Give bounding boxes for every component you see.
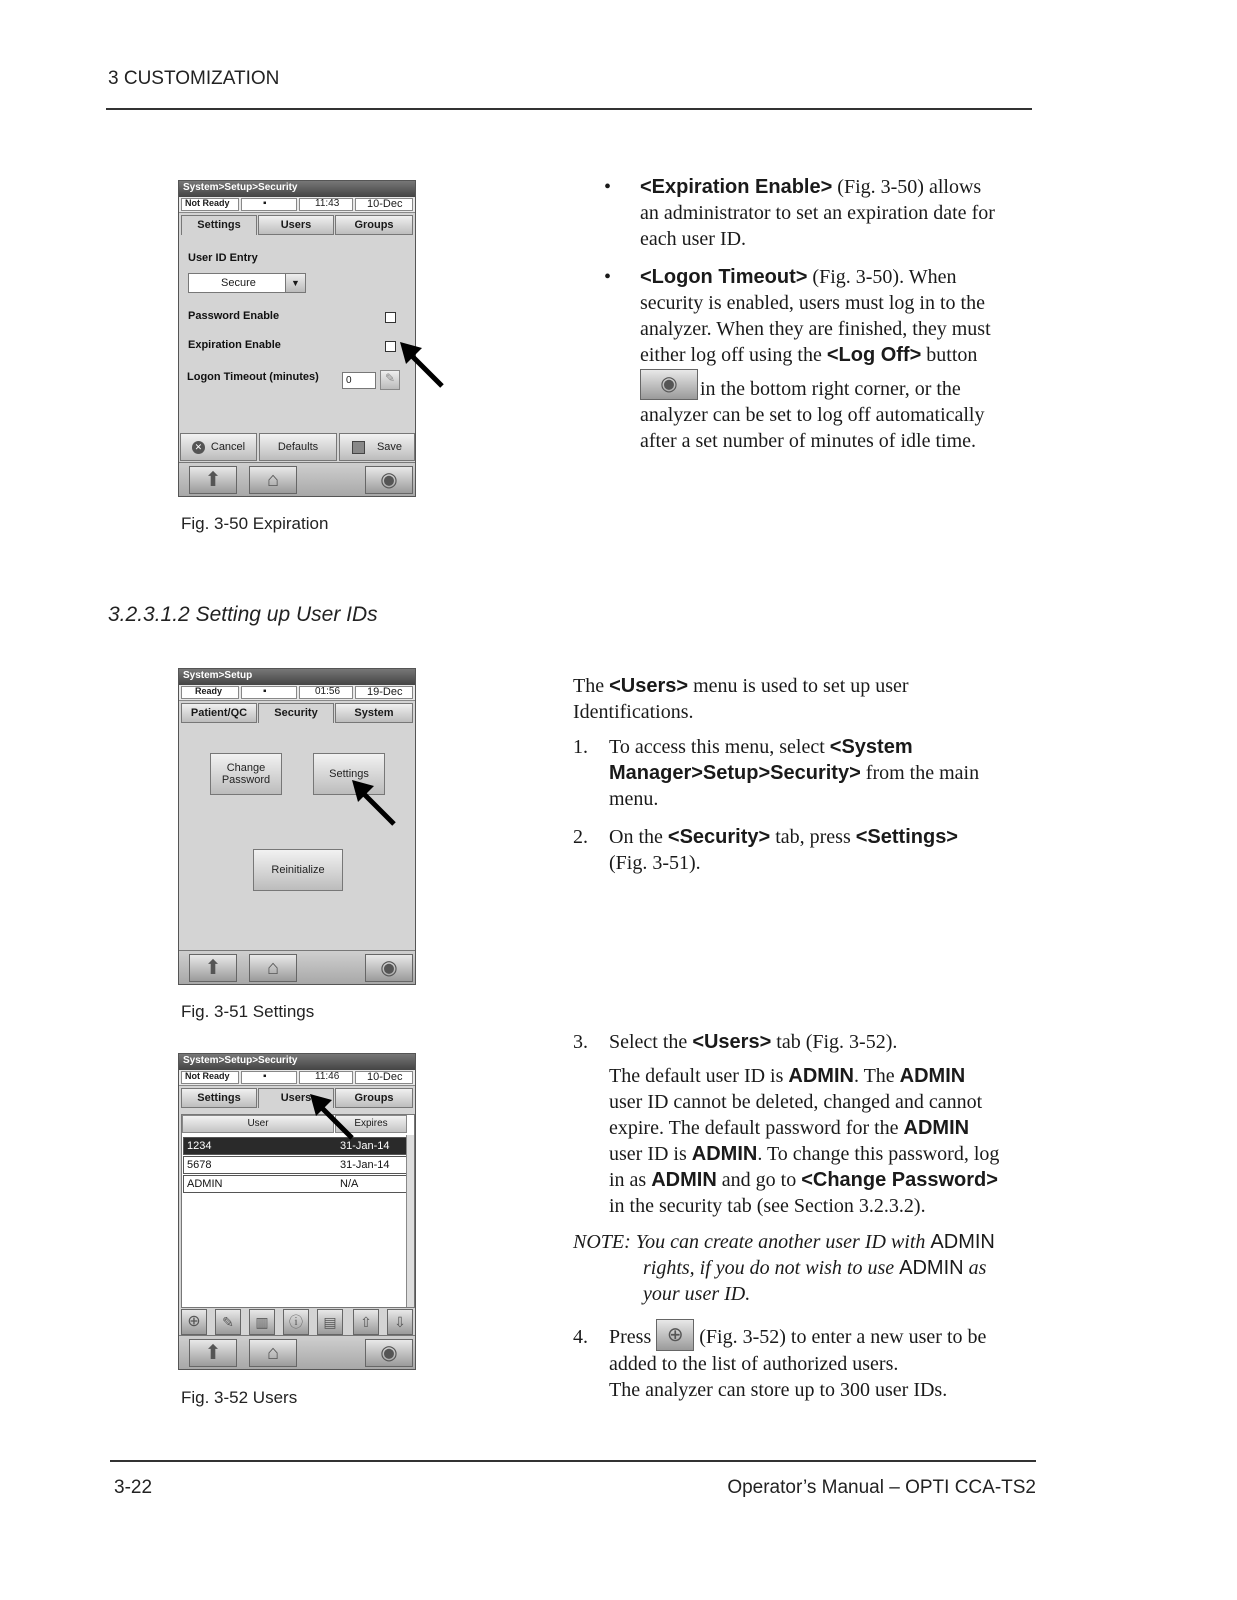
step-number: 1. <box>573 736 588 758</box>
printer-icon: ▪ <box>263 686 267 697</box>
footer-rule <box>110 1460 1036 1462</box>
home-icon[interactable]: ⌂ <box>249 954 297 982</box>
back-arrow-up-icon[interactable]: ⬆ <box>189 466 237 494</box>
tab-settings[interactable]: Settings <box>181 1088 257 1108</box>
note-cont: rights, if you do not wish to use ADMIN as your user ID. <box>643 1257 987 1305</box>
printer-icon: ▪ <box>263 1071 267 1082</box>
tab-bar <box>179 1086 415 1108</box>
page-number: 3-22 <box>114 1477 153 1498</box>
reinitialize-button[interactable]: Reinitialize <box>253 849 343 891</box>
fig-3-50-screen <box>178 180 416 497</box>
table-row[interactable]: ADMIN N/A <box>183 1175 407 1193</box>
column-header-user[interactable]: User <box>182 1115 334 1133</box>
printer-icon: ▪ <box>263 198 267 209</box>
note: NOTE: You can create another user ID with ADMIN <box>573 1231 995 1253</box>
header-rule <box>106 108 1032 110</box>
status-text: Not Ready <box>185 198 230 208</box>
clock-date: 10-Dec <box>367 198 403 210</box>
clock-date: 10-Dec <box>367 1071 403 1083</box>
fig-3-50-caption: Fig. 3-50 Expiration <box>181 514 329 533</box>
bullet-logon-timeout-cont: in the bottom right corner, or the <box>700 378 961 400</box>
tab-users[interactable]: Users <box>258 215 334 235</box>
status-bar <box>179 685 415 701</box>
expiration-enable-checkbox[interactable] <box>385 341 396 352</box>
step-3: Select the <Users> tab (Fig. 3-52). <box>609 1031 898 1053</box>
pointer-arrow <box>350 778 400 828</box>
tab-bar <box>179 701 415 723</box>
table-row[interactable]: 5678 31-Jan-14 <box>183 1156 407 1174</box>
clock-time: 11:46 <box>315 1071 340 1082</box>
screen-title: System>Setup>Security <box>179 1054 415 1070</box>
user-id-entry-label: User ID Entry <box>188 252 258 264</box>
print-icon[interactable]: ▤ <box>317 1309 343 1335</box>
table-row[interactable]: 1234 31-Jan-14 <box>183 1137 407 1155</box>
status-bar <box>179 197 415 213</box>
password-enable-checkbox[interactable] <box>385 312 396 323</box>
change-password-button[interactable]: Change Password <box>210 753 282 795</box>
add-plus-icon[interactable]: ⊕ <box>181 1309 207 1335</box>
logon-timeout-label: Logon Timeout (minutes) <box>187 371 319 383</box>
step-number: 2. <box>573 826 588 848</box>
tab-bar <box>179 213 415 235</box>
cancel-button[interactable]: ✕ Cancel <box>180 433 257 461</box>
export-icon[interactable]: ⇩ <box>387 1309 413 1335</box>
chevron-down-icon[interactable]: ▼ <box>285 274 305 292</box>
log-off-key-icon[interactable]: ◉ <box>365 1339 413 1367</box>
action-bar <box>179 1309 417 1337</box>
tab-users[interactable]: Users <box>258 1088 334 1108</box>
column-header-expires[interactable]: Expires <box>335 1115 407 1133</box>
floppy-disk-icon <box>352 441 365 454</box>
cancel-x-icon: ✕ <box>192 441 205 454</box>
clock-date: 19-Dec <box>367 686 403 698</box>
tab-system[interactable]: System <box>335 703 413 723</box>
step-3-details: The default user ID is ADMIN. The ADMIN user ID cannot be deleted, changed and cannot expire. The default password for the ADMIN user ID is ADMIN. To change this password, log in as ADMIN and go to <Change Password> in the security tab (see Section 3.2.3.2). <box>609 1065 1000 1217</box>
fig-3-52-screen <box>178 1053 416 1370</box>
log-off-button-icon: ◉ <box>640 369 698 400</box>
step-1: To access this menu, select <System Manager>Setup>Security> from the main menu. <box>609 736 980 810</box>
tab-groups[interactable]: Groups <box>335 1088 413 1108</box>
clock-time: 11:43 <box>315 198 340 209</box>
tab-settings[interactable]: Settings <box>181 215 257 235</box>
step-number: 3. <box>573 1031 588 1053</box>
user-id-entry-value: Secure <box>221 277 256 289</box>
password-enable-label: Password Enable <box>188 310 280 322</box>
tab-patient-qc[interactable]: Patient/QC <box>181 703 257 723</box>
status-text: Ready <box>195 686 223 696</box>
bullet-dot: • <box>604 176 612 198</box>
pointer-arrow <box>308 1092 358 1142</box>
step-2: On the <Security> tab, press <Settings> (Fig. 3-51). <box>609 826 958 874</box>
clock-time: 01:56 <box>315 686 341 697</box>
fig-3-51-caption: Fig. 3-51 Settings <box>181 1002 315 1021</box>
back-arrow-up-icon[interactable]: ⬆ <box>189 1339 237 1367</box>
add-plus-icon: ⊕ <box>656 1319 694 1351</box>
screen-title: System>Setup>Security <box>179 181 415 197</box>
step-4: Press ⊕ (Fig. 3-52) to enter a new user to be added to the list of authorized users. The analyzer can store up to 300 user IDs. <box>609 1324 1039 1403</box>
edit-pencil-icon[interactable]: ✎ <box>215 1309 241 1335</box>
edit-pencil-icon[interactable]: ✎ <box>380 370 400 390</box>
fig-3-52-caption: Fig. 3-52 Users <box>181 1388 298 1407</box>
bullet-expiration-enable: <Expiration Enable> (Fig. 3-50) allows an administrator to set an expiration date for each user ID. <box>640 176 995 250</box>
info-icon[interactable]: ⓘ <box>283 1309 309 1335</box>
chapter-header: 3 CUSTOMIZATION <box>108 68 280 89</box>
screen-title: System>Setup <box>179 669 415 685</box>
defaults-button[interactable]: Defaults <box>259 433 337 461</box>
log-off-key-icon[interactable]: ◉ <box>365 954 413 982</box>
nav-bar <box>179 950 415 984</box>
settings-button[interactable]: Settings <box>313 753 385 795</box>
trash-icon[interactable]: ▥ <box>249 1309 275 1335</box>
bullet-logon-timeout: <Logon Timeout> (Fig. 3-50). When security is enabled, users must log in to the analyzer. When they are finished, they must either log off using the <Log Off> button <box>640 266 991 366</box>
tab-groups[interactable]: Groups <box>335 215 413 235</box>
section-heading: 3.2.3.1.2 Setting up User IDs <box>108 603 378 626</box>
manual-title: Operator’s Manual – OPTI CCA-TS2 <box>727 1477 1036 1498</box>
bullet-dot: • <box>604 266 612 288</box>
users-intro: The <Users> menu is used to set up user Identifications. <box>573 675 909 723</box>
user-id-entry-select[interactable] <box>188 273 306 293</box>
log-off-key-icon[interactable]: ◉ <box>365 466 413 494</box>
step-number: 4. <box>573 1326 588 1348</box>
expiration-enable-label: Expiration Enable <box>188 339 281 351</box>
home-icon[interactable]: ⌂ <box>249 466 297 494</box>
tab-security[interactable]: Security <box>258 703 334 723</box>
status-text: Not Ready <box>185 1071 230 1081</box>
home-icon[interactable]: ⌂ <box>249 1339 297 1367</box>
pointer-arrow <box>398 340 448 390</box>
vertical-scrollbar[interactable] <box>406 1135 414 1307</box>
status-bar <box>179 1070 415 1086</box>
nav-bar <box>179 462 415 496</box>
user-table <box>181 1114 415 1308</box>
back-arrow-up-icon[interactable]: ⬆ <box>189 954 237 982</box>
import-icon[interactable]: ⇧ <box>353 1309 379 1335</box>
logon-timeout-input[interactable]: 0 <box>342 372 376 389</box>
save-button[interactable]: Save <box>339 433 415 461</box>
nav-bar <box>179 1335 415 1369</box>
bullet-logon-timeout-end: analyzer can be set to log off automatically after a set number of minutes of idle time. <box>640 404 985 452</box>
